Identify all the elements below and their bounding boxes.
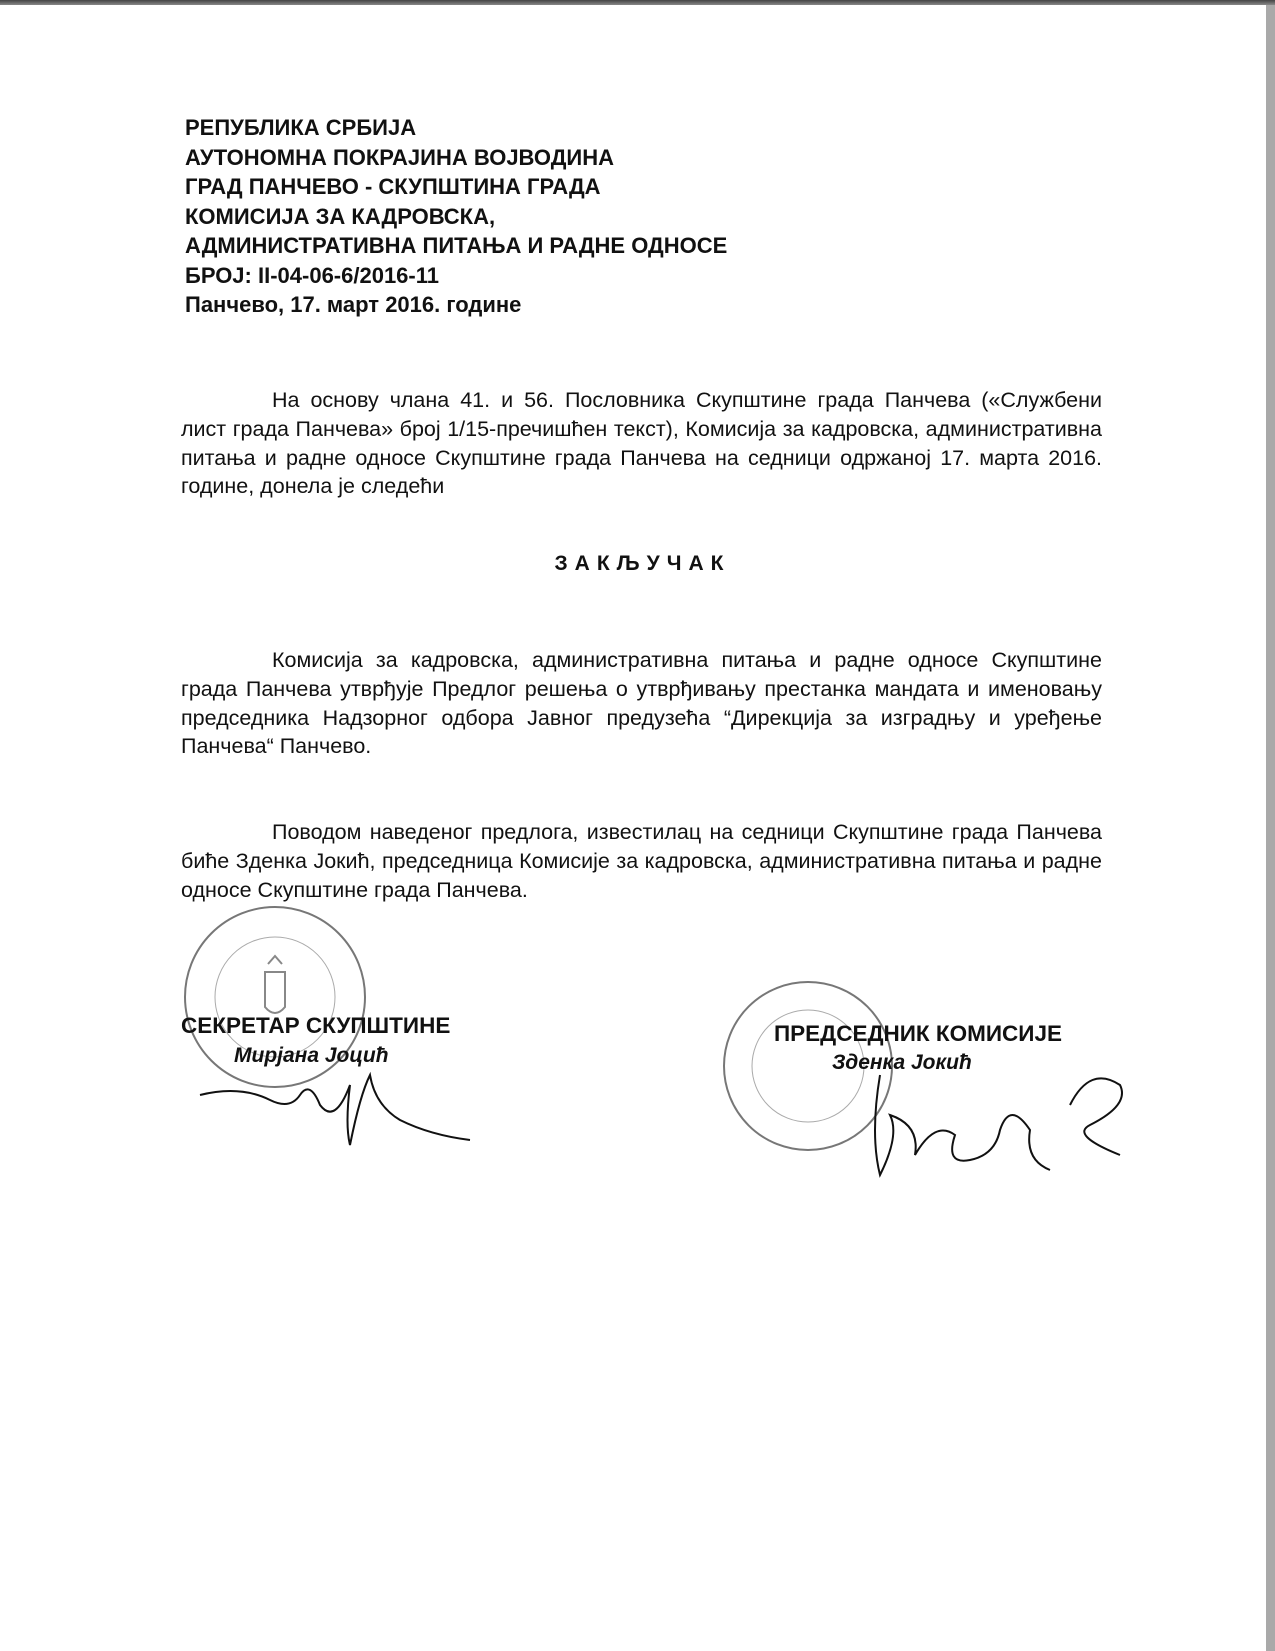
header-date: Панчево, 17. март 2016. године <box>185 292 522 317</box>
header-number: БРОЈ: II-04-06-6/2016-11 <box>185 262 439 288</box>
intro-paragraph: На основу члана 41. и 56. Пословника Скупштине града Панчева («Службени лист града Панчева» број 1/15-пречишћен текст), Комисија за кадровска, административна питања и радне односе Скупштине града Панчева на седници одржаној 17. марта 2016. године, донела је следећи <box>181 388 1102 499</box>
secretary-title: СЕКРЕТАР СКУПШТИНЕ <box>181 1013 451 1038</box>
header-country: РЕПУБЛИКА СРБИЈА <box>185 115 417 140</box>
scan-top-edge <box>0 0 1275 5</box>
conclusion-paragraph: Комисија за кадровска, административна питања и радне односе Скупштине града Панчева утврђује Предлог решења о утврђивању престанка мандата и именовању председника Надзорног одбора Јавног предузећа “Дирекција за изградњу и уређење Панчева“ Панчево. <box>181 648 1102 759</box>
coat-of-arms-icon <box>265 972 285 1013</box>
header-commission-cont: АДМИНИСТРАТИВНА ПИТАЊА И РАДНЕ ОДНОСЕ <box>185 233 728 258</box>
secretary-name: Мирјана Јоцић <box>234 1044 389 1067</box>
header-city-assembly: ГРАД ПАНЧЕВО - СКУПШТИНА ГРАДА <box>185 174 601 199</box>
document-header <box>185 113 727 320</box>
header-province: АУТОНОМНА ПОКРАЈИНА ВОЈВОДИНА <box>185 144 614 170</box>
document-title-text: ЗАКЉУЧАК <box>554 552 731 575</box>
secretary-signature <box>195 1060 475 1170</box>
document-title <box>0 552 1275 576</box>
scan-right-edge <box>1266 5 1275 1651</box>
header-commission: КОМИСИЈА ЗА КАДРОВСКА, <box>185 203 496 229</box>
reporter-paragraph: Поводом наведеног предлога, известилац на седници Скупштине града Панчева биће Зденка Јокић, председница Комисије за кадровска, административна питања и радне односе Скупштине града Панчева. <box>181 820 1102 902</box>
president-signature <box>860 1065 1160 1195</box>
president-name: Зденка Јокић <box>832 1051 972 1074</box>
president-title: ПРЕДСЕДНИК КОМИСИЈЕ <box>774 1021 1062 1046</box>
